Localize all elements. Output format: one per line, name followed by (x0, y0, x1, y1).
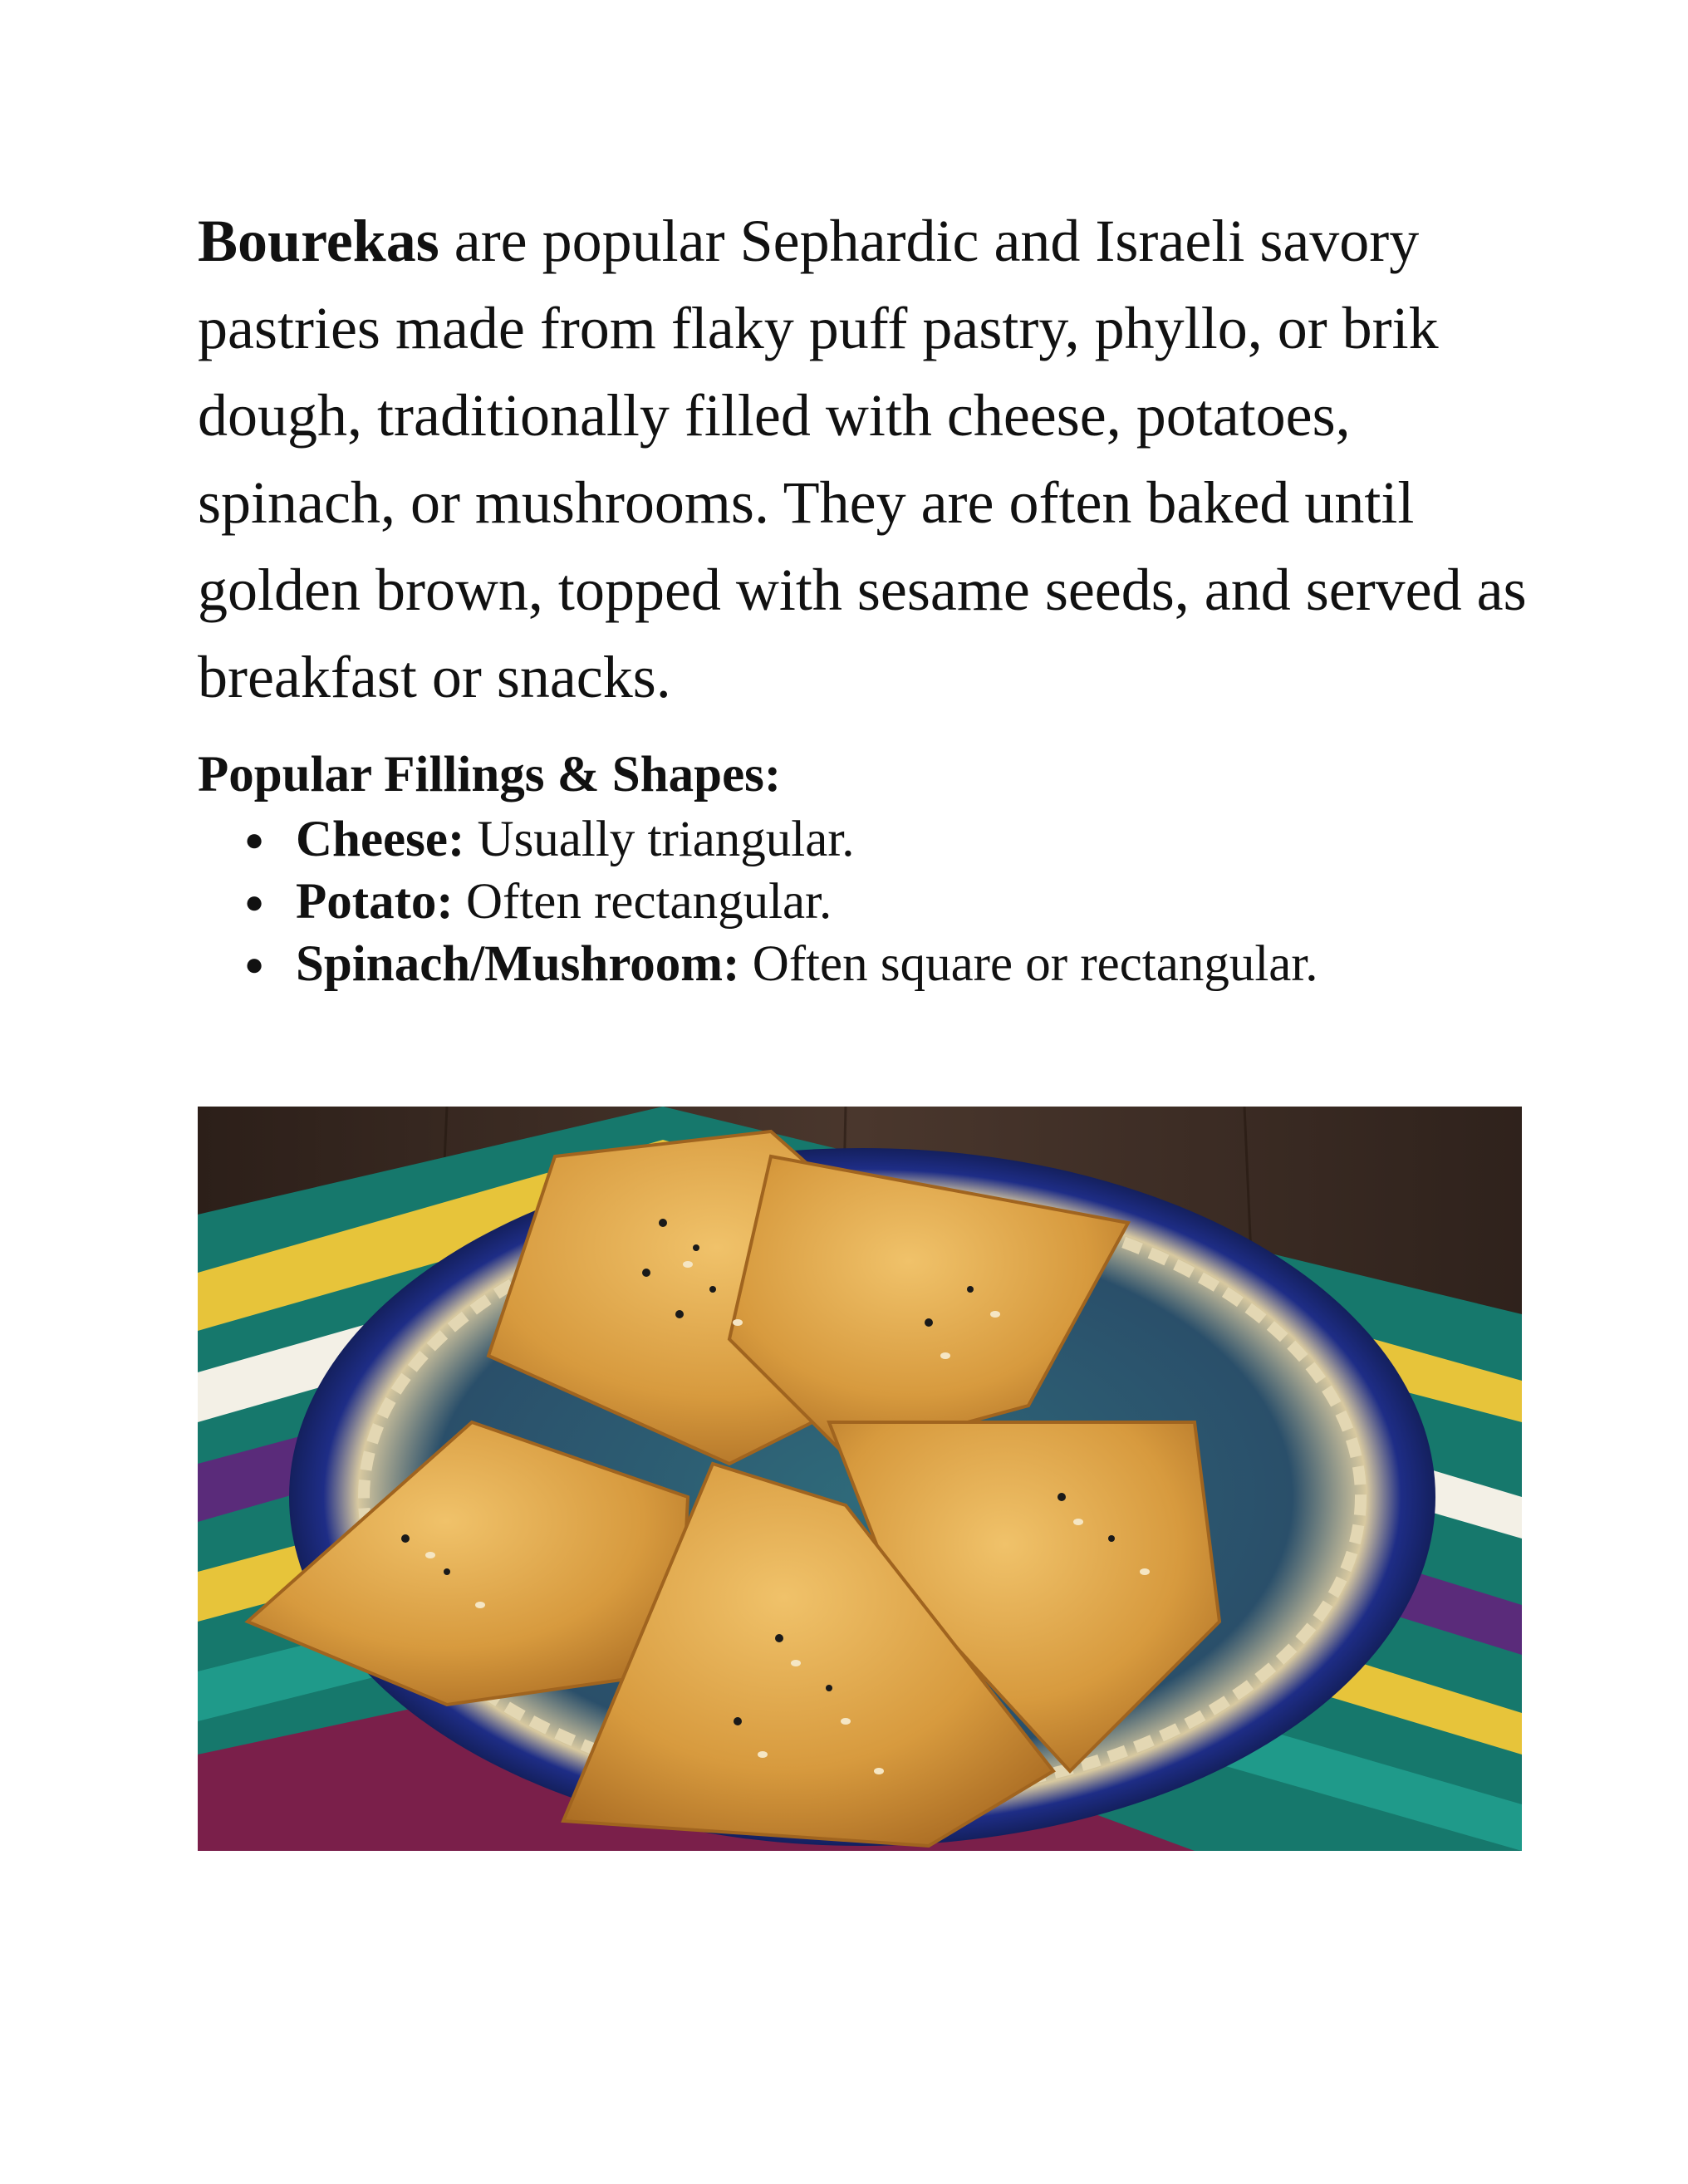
list-item (198, 871, 1318, 933)
filling-label: Spinach/Mushroom: (296, 936, 740, 992)
filling-text: Often square or rectangular. (739, 936, 1318, 992)
intro-term: Bourekas (198, 208, 439, 274)
list-item (198, 808, 1318, 871)
bullet-icon: ● (244, 883, 265, 920)
fillings-heading: Popular Fillings & Shapes: (198, 747, 782, 802)
filling-label: Potato: (296, 874, 454, 930)
filling-text: Usually triangular. (464, 812, 855, 867)
bullet-icon: ● (244, 821, 265, 858)
intro-paragraph (198, 198, 1527, 721)
bullet-icon: ● (244, 945, 265, 983)
bourekas-photo (198, 1107, 1522, 1851)
filling-text: Often rectangular. (453, 874, 832, 930)
filling-label: Cheese: (296, 812, 465, 867)
fillings-list (198, 808, 1318, 995)
intro-text: are popular Sephardic and Israeli savory pastries made from flaky puff pastry, phyllo, or brik dough, traditionally filled with cheese, potatoes, spinach, or mushrooms. They are often baked until golden brown, topped with sesame seeds, and served as breakfast or snacks. (198, 208, 1527, 710)
bourekas-illustration (198, 1107, 1522, 1851)
list-item (198, 933, 1318, 995)
